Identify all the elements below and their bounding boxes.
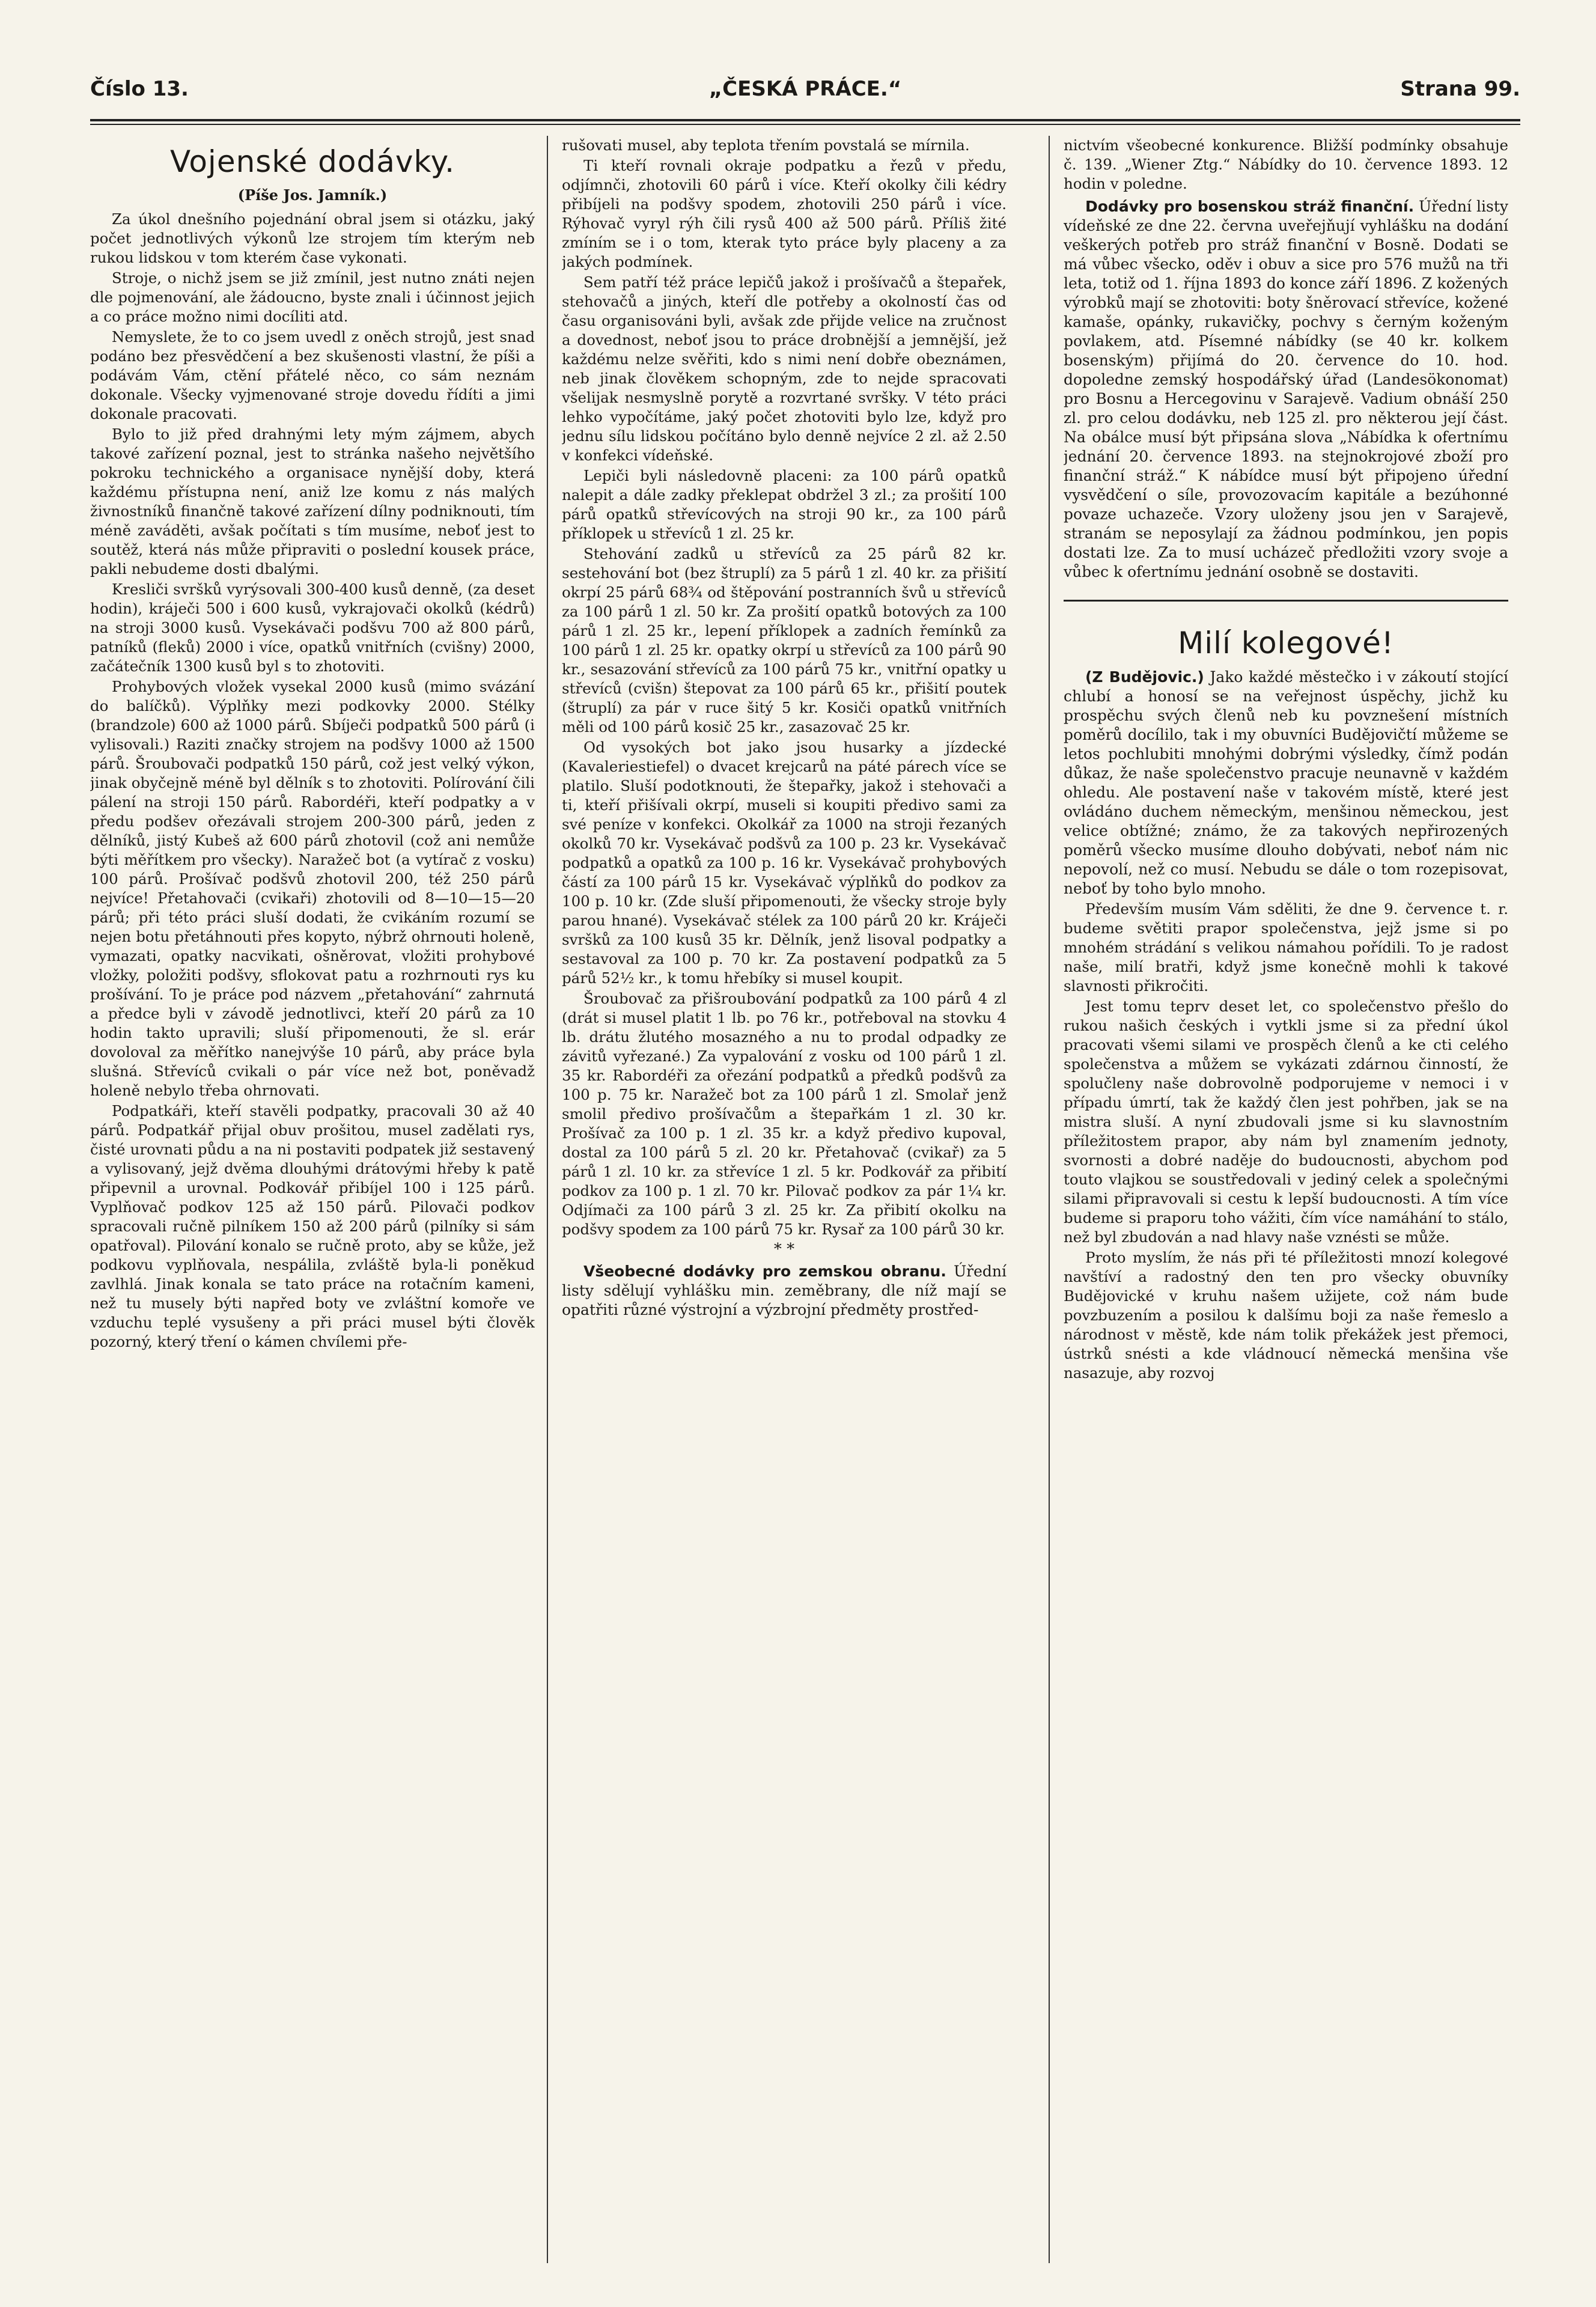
paragraph: Kresliči svršků vyrýsovali 300-400 kusů denně, (za deset hodin), kráječi 500 i 600 kusů, vykrajovači okolků (kédrů) na stroji 3000 kusů. Vysekávači podšvu 700 až 800 párů, patníků (fleků) 2000 i více, opatků vnitřních (cvišny) 2000, začátečník 1300 kusů byl s to zhotoviti.	[90, 581, 535, 675]
paragraph: Ti kteří rovnali okraje podpatku a řezů v předu, odjímnči, zhotovili 60 párů i více. Kteří okolky čili kédry přibíjeli na podšvy spodem, zhotovili 250 párů i více. Rýhovač vyryl rýh čili rysů 400 až 500 párů. Příliš žité zmíním se i o tom, kterak tyto práce byly placeny a za jakých podmínek.	[562, 157, 1007, 270]
notice	[1064, 197, 1508, 582]
column-separator	[547, 136, 548, 2263]
article-title: Vojenské dodávky.	[170, 144, 455, 179]
paragraph: rušovati musel, aby teplota třením povstalá se mírnila.	[562, 136, 970, 154]
paragraph: Stroje, o nichž jsem se již zmínil, jest nutno znáti nejen dle pojmenování, ale žádoucno, byste znali i účinnost jejich a co práce možno nimi docíliti atd.	[90, 269, 535, 325]
paragraph: Stehování zadků u střevíců za 25 párů 82 kr. sestehování bot (bez štruplí) za 5 párů 1 zl. 40 kr. za přišití okrpí 25 párů 68¾ od štěpování postranních švů u střevíců za 100 párů 1 zl. 50 kr. Za prošití opatků botových za 100 párů 1 zl. 25 kr., lepení příklopek a zadních řemínků za 100 párů 1 zl. 25 kr. opatky okrpí u střevíců za 100 párů 90 kr., sesazování střevíců za 100 párů 75 kr., vnitřní opatky u střevíců (cvišn) štepovat za 100 párů 65 kr., přišití poutek (štruplí) za pár v ruce šitý 5 kr. Kosiči opatků vnitřních měli od 100 párů kosič 25 kr., zasazovač 25 kr.	[562, 545, 1007, 736]
article-origin: (Z Budějovic.)	[1085, 668, 1204, 686]
paragraph: nictvím všeobecné konkurence. Bližší podmínky obsahuje č. 139. „Wiener Ztg.“ Nábídky do 10. července 1893. 12 hodin v poledne.	[1064, 136, 1508, 192]
page-header	[90, 77, 1520, 113]
paragraph: Od vysokých bot jako jsou husarky a jízdecké (Kavaleriestiefel) o dvacet krejcarů na páté párech více se platilo. Sluší podotknouti, že štepařky, jakož i stehovači a ti, kteří přišívali okrpí, museli si koupiti předivo sami za své peníze v konfekci. Okolkář za 1000 na stroji řezaných okolků 70 kr. Vysekávač podšvů za 100 p. 23 kr. Vysekávač podpatků a opatků za 100 p. 16 kr. Vysekávač prohybových částí za 100 párů 15 kr. Vysekávač výplňků do podkov za 100 p. 10 kr. (Zde sluší připomenouti, že všecky stroje byly parou hnané). Vysekávač stélek za 100 párů 20 kr. Kráječi svršků za 100 kusů 35 kr. Dělník, jenž lisoval podpatky a sestavoval za 100 p. 70 kr. Za postavení podpatků za 5 párů 52½ kr., k tomu hřebíky si musel koupit.	[562, 739, 1007, 987]
header-rule	[90, 119, 1520, 121]
column-separator	[1049, 136, 1050, 2263]
notice-text: Úřední listy vídeňské ze dne 22. června uveřejňují vyhlášku na dodání veškerých potřeb pro stráž finanční v Bosně. Dodati se má vůbec všecko, oděv i obuv a sice pro 576 mužů na tři leta, totiž od 1. října 1893 do konce září 1896. Z kožených výrobků mají se zhotoviti: boty šněrovací střevíce, kožené kamaše, opánky, rukavičky, pochvy s černým koženým povlakem, atd. Písemné nábídky (se 40 kr. kolkem bosenským) přijímá do 20. července do 10. hod. dopoledne zemský hospodářský úřad (Landesökonomat) pro Bosnu a Hercegovinu v Sarajevě. Vadium obnáší 250 zl. pro celou dodávku, neb 125 zl. pro některou její část. Na obálce musí být připsána slova „Nábídka k ofertnímu jednání 20. července 1893. na stejnokrojové zboží pro finanční stráž.“ K nábídce musí být připojeno úřední vysvědčení o síle, provozovacím kapitále a bezúhonné povaze uchazeče. Vzory uloženy jsou jen v Sarajevě, stranám se neposylají za žádnou podmínkou, jen popis dostati lze. Za to musí ucházeč předložiti vzory svoje a vůbec k ofertnímu jednání osobně se dostaviti.	[1064, 198, 1508, 581]
issue-number: Číslo 13.	[90, 77, 189, 101]
notice	[562, 1262, 1007, 1320]
paragraph: Především musím Vám sděliti, že dne 9. července t. r. budeme světiti prapor společenstva, jejž jsme si po mnohém strádání s velikou námahou pořídili. To je radost naše, milí bratři, když jsme konečně mohli k takové slavnosti přikročiti.	[1064, 900, 1508, 995]
newspaper-title: „ČESKÁ PRÁCE.“	[708, 77, 902, 101]
paragraph: Proto myslím, že nás při té příležitosti mnozí kolegové navštíví a radostný den ten pro všecky obuvníky Budějovické v kruhu našem užijete, což nám bude povzbuzením a posilou k dalšímu boji za naše řemeslo a národnost v městě, kde nám tolik překážek jest přemoci, ústrků snésti a kde vládnoucí německá menšina vše nasazuje, aby rozvoj	[1064, 1249, 1508, 1382]
article-byline: (Píše Jos. Jamník.)	[237, 186, 388, 204]
paragraph: Za úkol dnešního pojednání obral jsem si otázku, jaký počet jednotlivých výkonů lze strojem tím kterým neb rukou lidskou v tom kterém čase vykonati.	[90, 210, 535, 266]
article-separator	[1064, 600, 1508, 602]
paragraph: Šroubovač za přišroubování podpatků za 100 párů 4 zl (drát si musel platit 1 lb. po 76 kr., potřeboval na stovku 4 lb. drátu žlutého mosazného a nu to prodal odpadky ze závitů vyřezané.) Za vypalování z vosku od 100 párů 1 zl. 35 kr. Rabordéři za ořezání podpatků a předků podšvů za 100 p. 75 kr. Naražeč bot za 100 párů 1 zl. Smolař jenž smolil předivo prošívačům a štepařkám 1 zl. 30 kr. Prošívač za 100 p. 1 zl. 35 kr. a když předivo kupoval, dostal za 100 párů 5 zl. 20 kr. Přetahovač (cvikař) za 5 párů 1 zl. 10 kr. za střevíce 1 zl. 5 kr. Podkovář za přibití podkov za 100 p. 1 zl. 70 kr. Pilovač podkov za pár 1¼ kr. Odjímači za 100 párů 3 zl. 25 kr. Za přibití okolku na podšvy spodem za 100 párů 75 kr. Rysař za 100 párů 30 kr.	[562, 990, 1007, 1238]
paragraph: Lepiči byli následovně placeni: za 100 párů opatků nalepit a dále zadky překlepat obdržel 3 zl.; za prošití 100 párů opatků střevícových na stroji 90 kr., za 100 párů příklopek u střevíců 1 zl. 25 kr.	[562, 467, 1007, 542]
paragraph: Sem patří též práce lepičů jakož i prošívačů a štepařek, stehovačů a jiných, kteří dle potřeby a okolností čas od času organisováni byli, avšak zde přijde velice na zručnost a dovednost, neboť jsou to práce drobnější a jemnější, jež každému nelze svěřiti, kdo s nimi není dobře obeznámen, neb jinak člověkem schopným, zde to nejde spracovati všelijak nesmyslně porytě a rozvrtané svršky. V této práci lehko vypočítáme, jaký počet zhotoviti bylo lze, když pro jednu sílu lidskou počítáno bylo denně nejvíce 2 zl. až 2.50 v konfekci vídeňské.	[562, 273, 1007, 464]
section-divider-stars: * *	[773, 1240, 795, 1258]
column-1	[90, 136, 535, 2275]
paragraph	[1064, 668, 1508, 898]
paragraph-text: Jako každé městečko i v zákoutí stojící chlubí a honosí se na veřejnost úspěchy, jichž ku prospěchu svých členů neb ku povznešení místních poměrů docílilo, tak i my obuvníci Budějovičtí můžeme se letos pochlubiti mnohými dobrými výsledky, čímž podán důkaz, že naše společenstvo pracuje neunavně v každém ohledu. Ale postavení naše v takovém místě, které jest ovládáno duchem německým, menšinou německou, jest velice obtížné; známo, že za takových nepřirozených poměrů všecko musíme dlouho dobývati, neboť nám nic nepovolí, než co musí. Nebudu se dále o tom rozepisovat, neboť by toho bylo mnoho.	[1064, 668, 1508, 897]
paragraph: Prohybových vložek vysekal 2000 kusů (mimo svázání do balíčků). Výplňky mezi podkovky 2000. Stélky (brandzole) 600 až 1000 párů. Sbíječi podpatků 500 párů (i vylisovali.) Raziti značky strojem na podšvy 1000 až 1500 párů. Šroubovači podpatků 150 párů, což jest velký výkon, jinak obyčejně méně byl dělník s to zhotoviti. Polírování čili pálení na stroji 150 párů. Rabordéři, kteří podpatky a v předu podšev ořezávali strojem 200-300 párů, jeden z dělníků, jistý Kubeš až 600 párů zhotovil (což ani nemůže býti měřítkem pro všecky). Naražeč bot (a vytírač z vosku) 100 párů. Prošívač podšvů zhotovil 200, též 250 párů nejvíce! Přetahovači (cvikaři) zhotovili od 8—10—15—20 párů; při této práci sluší dodati, že cvikáním rozumí se nejen botu přetáhnouti přes kopyto, nýbrž ohrnouti holeně, vymazati, opatky nacvikati, ošněrovat, vložiti prohybové vložky, položiti podšvy, sflokovat patu a rozhrnouti rys ku prošívání. To je práce pod názvem „přetahování“ zahrnutá a předce byli v závodě jednotlivci, kteří 20 párů za 10 hodin takto upravili; sluší připomenouti, že sl. erár dovoloval za měřítko nanejvýše 10 párů, aby práce byla slušná. Střevíců cvikali o pár více než bot, poněvadž holeně nebylo třeba ohrnovati.	[90, 678, 535, 1099]
paragraph: Nemyslete, že to co jsem uvedl z oněch strojů, jest snad podáno bez přesvědčení a bez skušenosti vlastní, že píši a podávám Vám, ctění přátelé něco, co sám neznám dokonale. Všecky vyjmenované stroje dovedu řídíti a jimi dokonale pracovati.	[90, 328, 535, 422]
paragraph: Jest tomu teprv deset let, co společenstvo přešlo do rukou našich českých i vytkli jsme si za přední úkol pracovati všemi silami ve prospěch členů a ke cti celého společenstva a můžem se vykázati zdárnou činností, že spolučleny naše dobrovolně podporujeme v nemoci i v případu úmrtí, tak že každý člen jest pohřben, jak se na mistra sluší. A nyní zbudovali jsme si ku slavnostním příležitostem prapor, aby nám byl znamením jednoty, svornosti a dobré naděje do budoucnosti, abychom pod touto vlajkou se soustředovali v jediný celek a společnými silami připravovali si cestu k lepší budoucnosti. A tím více budeme si praporu toho vážiti, čím více namáhání to stálo, než byl zbudován a nad hlavy naše vznésti se může.	[1064, 998, 1508, 1246]
paragraph: Podpatkáři, kteří stavěli podpatky, pracovali 30 až 40 párů. Podpatkář přijal obuv prošitou, musel zadělati rys, čisté urovnati půdu a na ni postaviti podpatek již sestavený a vylisovaný, jejž dvěma dlouhými drátovými hřeby k patě připevnil a urovnal. Podkovář přibíjel 100 i 125 párů. Vyplňovač podkov 125 až 150 párů. Pilovači podkov spracovali ručně pilníkem 150 až 200 párů (pilníky si sám opatřoval). Pilování konalo se ručně proto, aby se kůže, jež podkovu vyplňovala, nespálila, zvláště byla-li poněkud zavlhlá. Jinak konala se tato práce na rotačním kameni, než tu musely býti napřed boty ve zvláštní komoře ve vzduchu teplé vysušeny a při práci musel býti člověk pozorný, který tření o kámen chvílemi pře-	[90, 1102, 535, 1350]
notice-text: Úřední listy sdělují vyhlášku min. zeměbrany, dle níž mají se opatřiti různé výstrojní a výzbrojní předměty prostřed-	[562, 1263, 1007, 1318]
article-title: Milí kolegové!	[1178, 626, 1394, 660]
notice-title: Všeobecné dodávky pro zemskou obranu.	[583, 1263, 946, 1280]
page-number: Strana 99.	[1400, 77, 1520, 101]
header-rule-thin	[90, 124, 1520, 125]
paragraph: Bylo to již před drahnými lety mým zájmem, abych takové zařízení poznal, jest to stránka našeho největšího pokroku technického a organisace nynější doby, která každému přístupna není, aniž lze komu z nás malých živnostníků finančně takové zařízení dílny podniknouti, tím méně zaváděti, avšak počítati s tím musíme, neboť jest to soutěž, která nás může připraviti o poslední kousek práce, pakli nebudeme dosti dbalými.	[90, 425, 535, 578]
notice-title: Dodávky pro bosenskou stráž finanční.	[1085, 198, 1415, 215]
column-3	[1064, 136, 1508, 2275]
column-2	[562, 136, 1007, 2275]
